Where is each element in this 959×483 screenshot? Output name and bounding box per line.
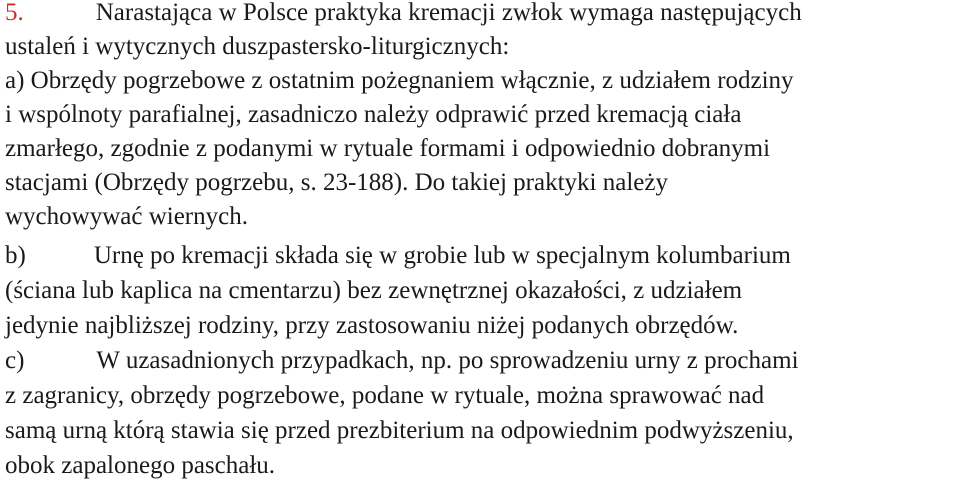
- paragraph-line-3: [5, 64, 794, 98]
- section-number: 5.: [5, 0, 24, 26]
- paragraph-line-4: [5, 98, 741, 132]
- line-text: wychowywać wiernych.: [5, 203, 248, 230]
- line-text: samą urną którą stawia się przed prezbiterium na odpowiednim podwyższeniu,: [5, 417, 794, 444]
- paragraph-line-14: [5, 449, 275, 483]
- paragraph-line-13: [5, 414, 794, 448]
- list-marker-c: c): [5, 347, 25, 374]
- list-marker-b: b): [5, 242, 26, 269]
- line-text: a) Obrzędy pogrzebowe z ostatnim pożegnaniem włącznie, z udziałem rodziny: [5, 67, 794, 94]
- paragraph-line-10: [5, 309, 738, 343]
- line-text: jedynie najbliższej rodziny, przy zastosowaniu niżej podanych obrzędów.: [5, 312, 739, 339]
- line-text: zmarłego, zgodnie z podanymi w rytuale formami i odpowiednio dobranymi: [5, 135, 771, 162]
- paragraph-line-5: [5, 132, 770, 166]
- paragraph-line-1: [5, 0, 802, 30]
- paragraph-line-7: [5, 200, 248, 234]
- line-text: obok zapalonego paschału.: [5, 452, 276, 479]
- line-text: Urnę po kremacji składa się w grobie lub w specjalnym kolumbarium: [93, 242, 791, 269]
- paragraph-line-6: [5, 166, 668, 200]
- line-text: ustaleń i wytycznych duszpastersko-liturgicznych:: [5, 33, 510, 60]
- paragraph-line-9: [5, 274, 742, 308]
- line-text: (ściana lub kaplica na cmentarzu) bez zewnętrznej okazałości, z udziałem: [5, 277, 743, 304]
- line-text: z zagranicy, obrzędy pogrzebowe, podane w rytuale, można sprawować nad: [5, 382, 765, 409]
- paragraph-line-2: [5, 30, 509, 64]
- line-text: stacjami (Obrzędy pogrzebu, s. 23-188). Do takiej praktyki należy: [5, 169, 668, 196]
- paragraph-line-12: [5, 379, 764, 413]
- line-text: i wspólnoty parafialnej, zasadniczo należy odprawić przed kremacją ciała: [5, 101, 742, 128]
- paragraph-line-11: [5, 344, 799, 378]
- line-text: W uzasadnionych przypadkach, np. po sprowadzeniu urny z prochami: [96, 347, 799, 374]
- line-text: Narastająca w Polsce praktyka kremacji zwłok wymaga następujących: [95, 0, 802, 26]
- paragraph-line-8: [5, 239, 791, 273]
